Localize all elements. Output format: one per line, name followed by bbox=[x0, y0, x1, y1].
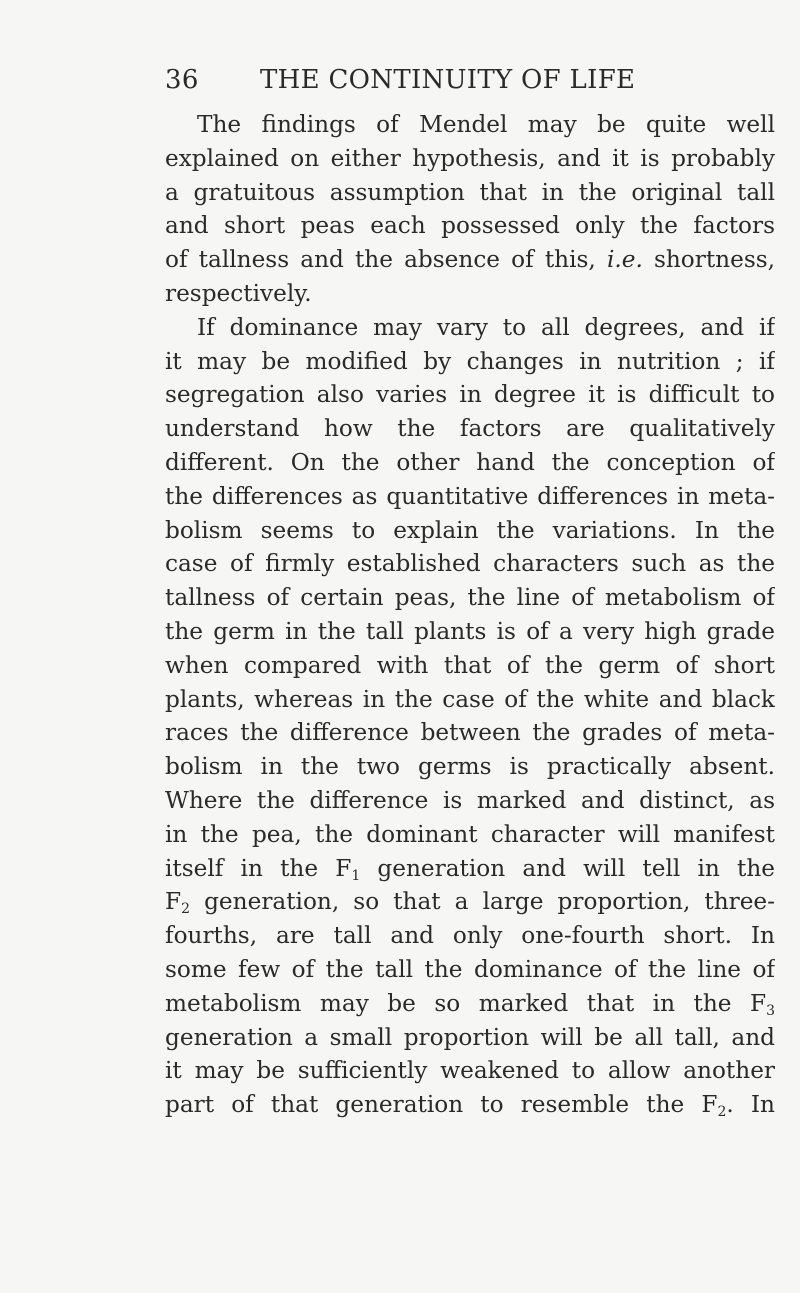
text-fragment: part of that generation to resemble the F bbox=[165, 1091, 718, 1119]
body-text bbox=[165, 108, 775, 1122]
text-line: respectively. bbox=[165, 279, 312, 307]
text-line bbox=[165, 885, 775, 919]
text-line: in the pea, the dominant character will manifest bbox=[165, 820, 775, 848]
text-line: some few of the tall the dominance of the line of bbox=[165, 955, 775, 983]
text-line: generation a small proportion will be all tall, and bbox=[165, 1023, 775, 1051]
text-fragment: metabolism may be so marked that in the F bbox=[165, 989, 767, 1017]
text-fragment: . In bbox=[726, 1091, 775, 1119]
subscript: 3 bbox=[766, 1002, 775, 1019]
subscript: 1 bbox=[351, 867, 361, 884]
text-fragment: of tallness and the absence of this, bbox=[165, 246, 596, 274]
text-line bbox=[165, 852, 775, 886]
text-line: understand how the factors are qualitatively bbox=[165, 415, 775, 443]
running-head bbox=[165, 62, 765, 98]
subscript: 2 bbox=[181, 901, 191, 918]
text-line: bolism in the two germs is practically absent. bbox=[165, 753, 775, 781]
text-line: and short peas each possessed only the factors bbox=[165, 212, 775, 240]
text-line: a gratuitous assumption that in the original tall bbox=[165, 178, 775, 206]
text-line: it may be sufficiently weakened to allow another bbox=[165, 1057, 775, 1085]
text-line bbox=[165, 987, 775, 1021]
text-line bbox=[165, 243, 775, 277]
text-fragment: F bbox=[165, 888, 182, 916]
text-line: The findings of Mendel may be quite well bbox=[197, 111, 775, 138]
text-line: fourths, are tall and only one-fourth short. In bbox=[165, 922, 775, 950]
text-line: explained on either hypothesis, and it is probably bbox=[165, 144, 775, 172]
text-fragment: generation and will tell in the bbox=[377, 854, 775, 882]
text-fragment: itself in the F bbox=[165, 854, 352, 882]
text-line: when compared with that of the germ of short bbox=[165, 651, 775, 679]
text-line: tallness of certain peas, the line of metabolism of bbox=[165, 584, 775, 612]
text-line: bolism seems to explain the variations. In the bbox=[165, 516, 775, 544]
text-line: Where the difference is marked and distinct, as bbox=[165, 786, 775, 814]
text-line: segregation also varies in degree it is difficult to bbox=[165, 381, 775, 409]
text-line bbox=[165, 1088, 775, 1122]
text-line: it may be modified by changes in nutrition ; if bbox=[165, 347, 775, 375]
text-line: races the difference between the grades of meta- bbox=[165, 719, 775, 747]
text-line: the differences as quantitative differences in meta- bbox=[165, 482, 775, 510]
italic-abbreviation: i.e. bbox=[606, 246, 643, 274]
subscript: 2 bbox=[717, 1104, 727, 1121]
text-line: the germ in the tall plants is of a very high grade bbox=[165, 617, 775, 645]
text-line: case of firmly established characters such as the bbox=[165, 550, 775, 578]
text-line: If dominance may vary to all degrees, and if bbox=[197, 313, 775, 341]
header-title: THE CONTINUITY OF LIFE bbox=[260, 65, 636, 95]
text-fragment: generation, so that a large proportion, three- bbox=[204, 888, 775, 916]
text-fragment: shortness, bbox=[653, 246, 775, 274]
text-line: different. On the other hand the conception of bbox=[165, 448, 775, 476]
page-number: 36 bbox=[165, 65, 199, 95]
text-line: plants, whereas in the case of the white and black bbox=[165, 685, 775, 713]
